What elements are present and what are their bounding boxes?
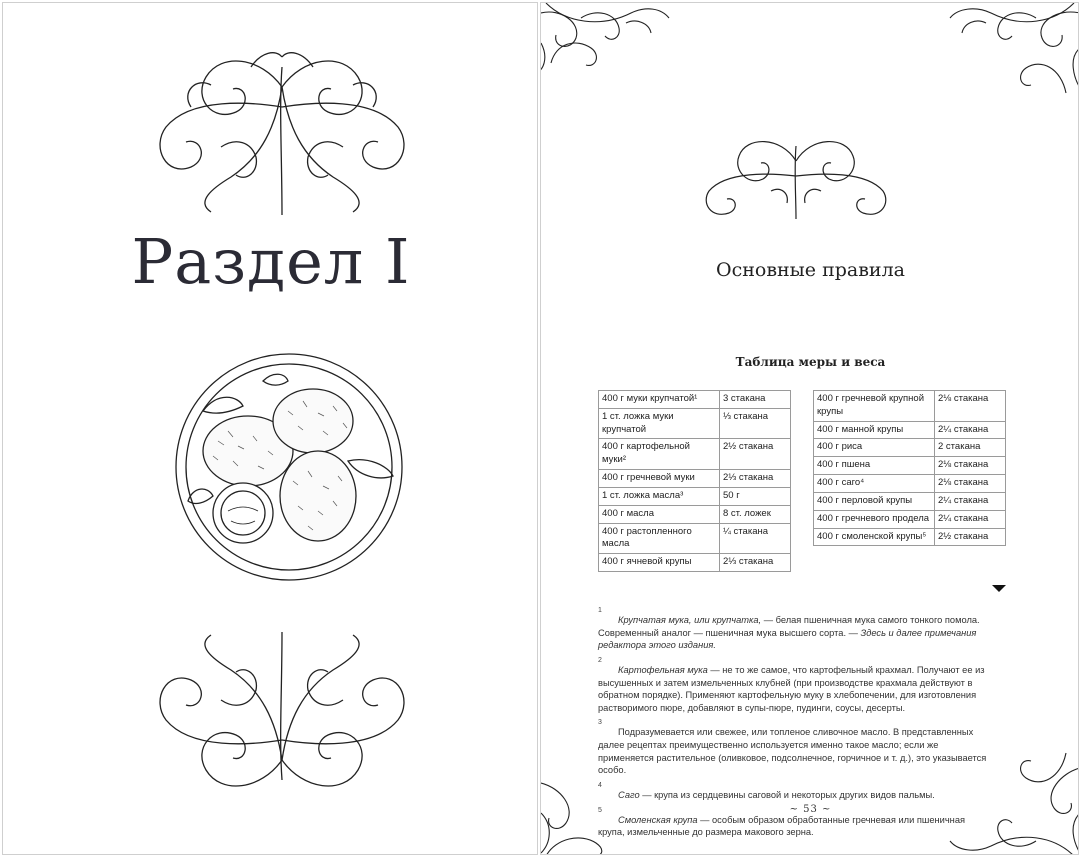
footnote-lead: Крупчатая мука, или крупчатка, (618, 615, 762, 625)
table-row (814, 457, 1006, 475)
footnote-text: Подразумевается или свежее, или топленое сливочное масло. В представленных далее рецептах преимущественно используется именно такое масло; если же применяется растительное (оливковое, подсолнечное, горчичное и т. д.), это указывается особо. (598, 727, 987, 776)
measure-cell: 2 стакана (935, 439, 1006, 457)
table-row (599, 470, 791, 488)
product-cell: 1 ст. ложка масла³ (599, 487, 720, 505)
table-row (599, 391, 791, 409)
product-cell: 400 г смоленской крупы⁵ (814, 528, 935, 546)
table-row (814, 492, 1006, 510)
measures-table-left (598, 390, 791, 572)
footnote-number: 1 (598, 607, 602, 614)
right-page (540, 2, 1079, 855)
footnote-4 (598, 782, 990, 802)
footnote-number: 4 (598, 782, 602, 790)
product-cell: 400 г картофельной муки² (599, 439, 720, 470)
table-row (814, 439, 1006, 457)
measure-cell: 2¼ стакана (935, 510, 1006, 528)
table-row (599, 523, 791, 554)
product-cell: 400 г пшена (814, 457, 935, 475)
product-cell: 400 г риса (814, 439, 935, 457)
product-cell: 400 г растопленного масла (599, 523, 720, 554)
footnote-text: — не то же самое, что картофельный крахмал. Получают ее из высушенных и затем измельченных клубней (при производстве крахмала действуют в обратном порядке). Применяют картофельную муку в хлебопечении, для изготовления растворимого пюре, добавляют в супы-пюре, пудинги, соусы, десерты. (598, 664, 985, 713)
table-title: Таблица меры и веса (735, 355, 886, 369)
table-row (814, 475, 1006, 493)
product-cell: 400 г масла (599, 505, 720, 523)
product-cell: 400 г перловой крупы (814, 492, 935, 510)
measure-cell: 2⅛ стакана (935, 391, 1006, 422)
footnote-1 (598, 607, 990, 652)
product-cell: 1 ст. ложка муки крупчатой (599, 408, 720, 439)
measure-cell: ¼ стакана (720, 523, 791, 554)
footnote-lead: Смоленская крупа (618, 814, 698, 825)
footnote-number: 3 (598, 719, 602, 727)
left-page (2, 2, 538, 855)
measure-cell: 50 г (720, 487, 791, 505)
page-number: ~ 53 ~ (789, 804, 832, 815)
table-row (814, 510, 1006, 528)
flourish-ornament-bottom-icon (151, 628, 413, 800)
table-row (814, 391, 1006, 422)
footnote-3 (598, 719, 990, 777)
product-cell: 400 г гречневой крупной крупы (814, 391, 935, 422)
footnote-number: 2 (598, 656, 602, 664)
measures-table-right (813, 390, 1006, 546)
footnote-editor-note: Здесь и далее примечания редактора этого издания. (598, 627, 977, 651)
corner-ornament-top-left-icon (541, 3, 671, 73)
product-cell: 400 г муки крупчатой¹ (599, 391, 720, 409)
corner-ornament-bottom-right-icon (936, 743, 1079, 855)
footnote-text: — белая пшеничная мука самого тонкого помола. Современный аналог — пшеничная мука высшего сорта. — (598, 615, 980, 638)
table-row (814, 421, 1006, 439)
measure-cell: 2½ стакана (720, 439, 791, 470)
product-cell: 400 г саго⁴ (814, 475, 935, 493)
footnote-lead: Картофельная мука (618, 664, 708, 675)
table-row (814, 528, 1006, 546)
measure-cell: 2⅓ стакана (720, 470, 791, 488)
measure-cell: 2½ стакана (935, 528, 1006, 546)
measure-cell: 2⅛ стакана (935, 475, 1006, 493)
pancake-plate-illustration-icon (173, 351, 405, 583)
footnote-text: — крупа из сердцевины саговой и некоторых других видов пальмы. (639, 790, 935, 801)
footnote-2 (598, 657, 990, 715)
table-continue-arrow-icon (992, 585, 1006, 592)
measure-cell: 2¼ стакана (935, 492, 1006, 510)
footnote-lead: Саго (618, 790, 640, 801)
product-cell: 400 г ячневой крупы (599, 554, 720, 572)
footnote-number: 5 (598, 806, 602, 814)
product-cell: 400 г манной крупы (814, 421, 935, 439)
product-cell: 400 г гречневой муки (599, 470, 720, 488)
table-row (599, 439, 791, 470)
table-row (599, 505, 791, 523)
table-row (599, 487, 791, 505)
corner-ornament-top-right-icon (936, 3, 1079, 103)
footnote-text: — особым образом обработанные гречневая или пшеничная крупа, измельченные до размера макового зерна. (598, 814, 966, 838)
measure-cell: 2¼ стакана (935, 421, 1006, 439)
flourish-ornament-chapter-icon (701, 131, 891, 221)
table-row (599, 554, 791, 572)
measure-cell: 2⅓ стакана (720, 554, 791, 572)
section-title: Раздел I (131, 225, 411, 298)
flourish-ornament-top-icon (151, 47, 413, 219)
chapter-title: Основные правила (716, 259, 905, 281)
measure-cell: ⅓ стакана (720, 408, 791, 439)
measure-cell: 2⅛ стакана (935, 457, 1006, 475)
product-cell: 400 г гречневого продела (814, 510, 935, 528)
measure-cell: 8 ст. ложек (720, 505, 791, 523)
table-row (599, 408, 791, 439)
measure-cell: 3 стакана (720, 391, 791, 409)
